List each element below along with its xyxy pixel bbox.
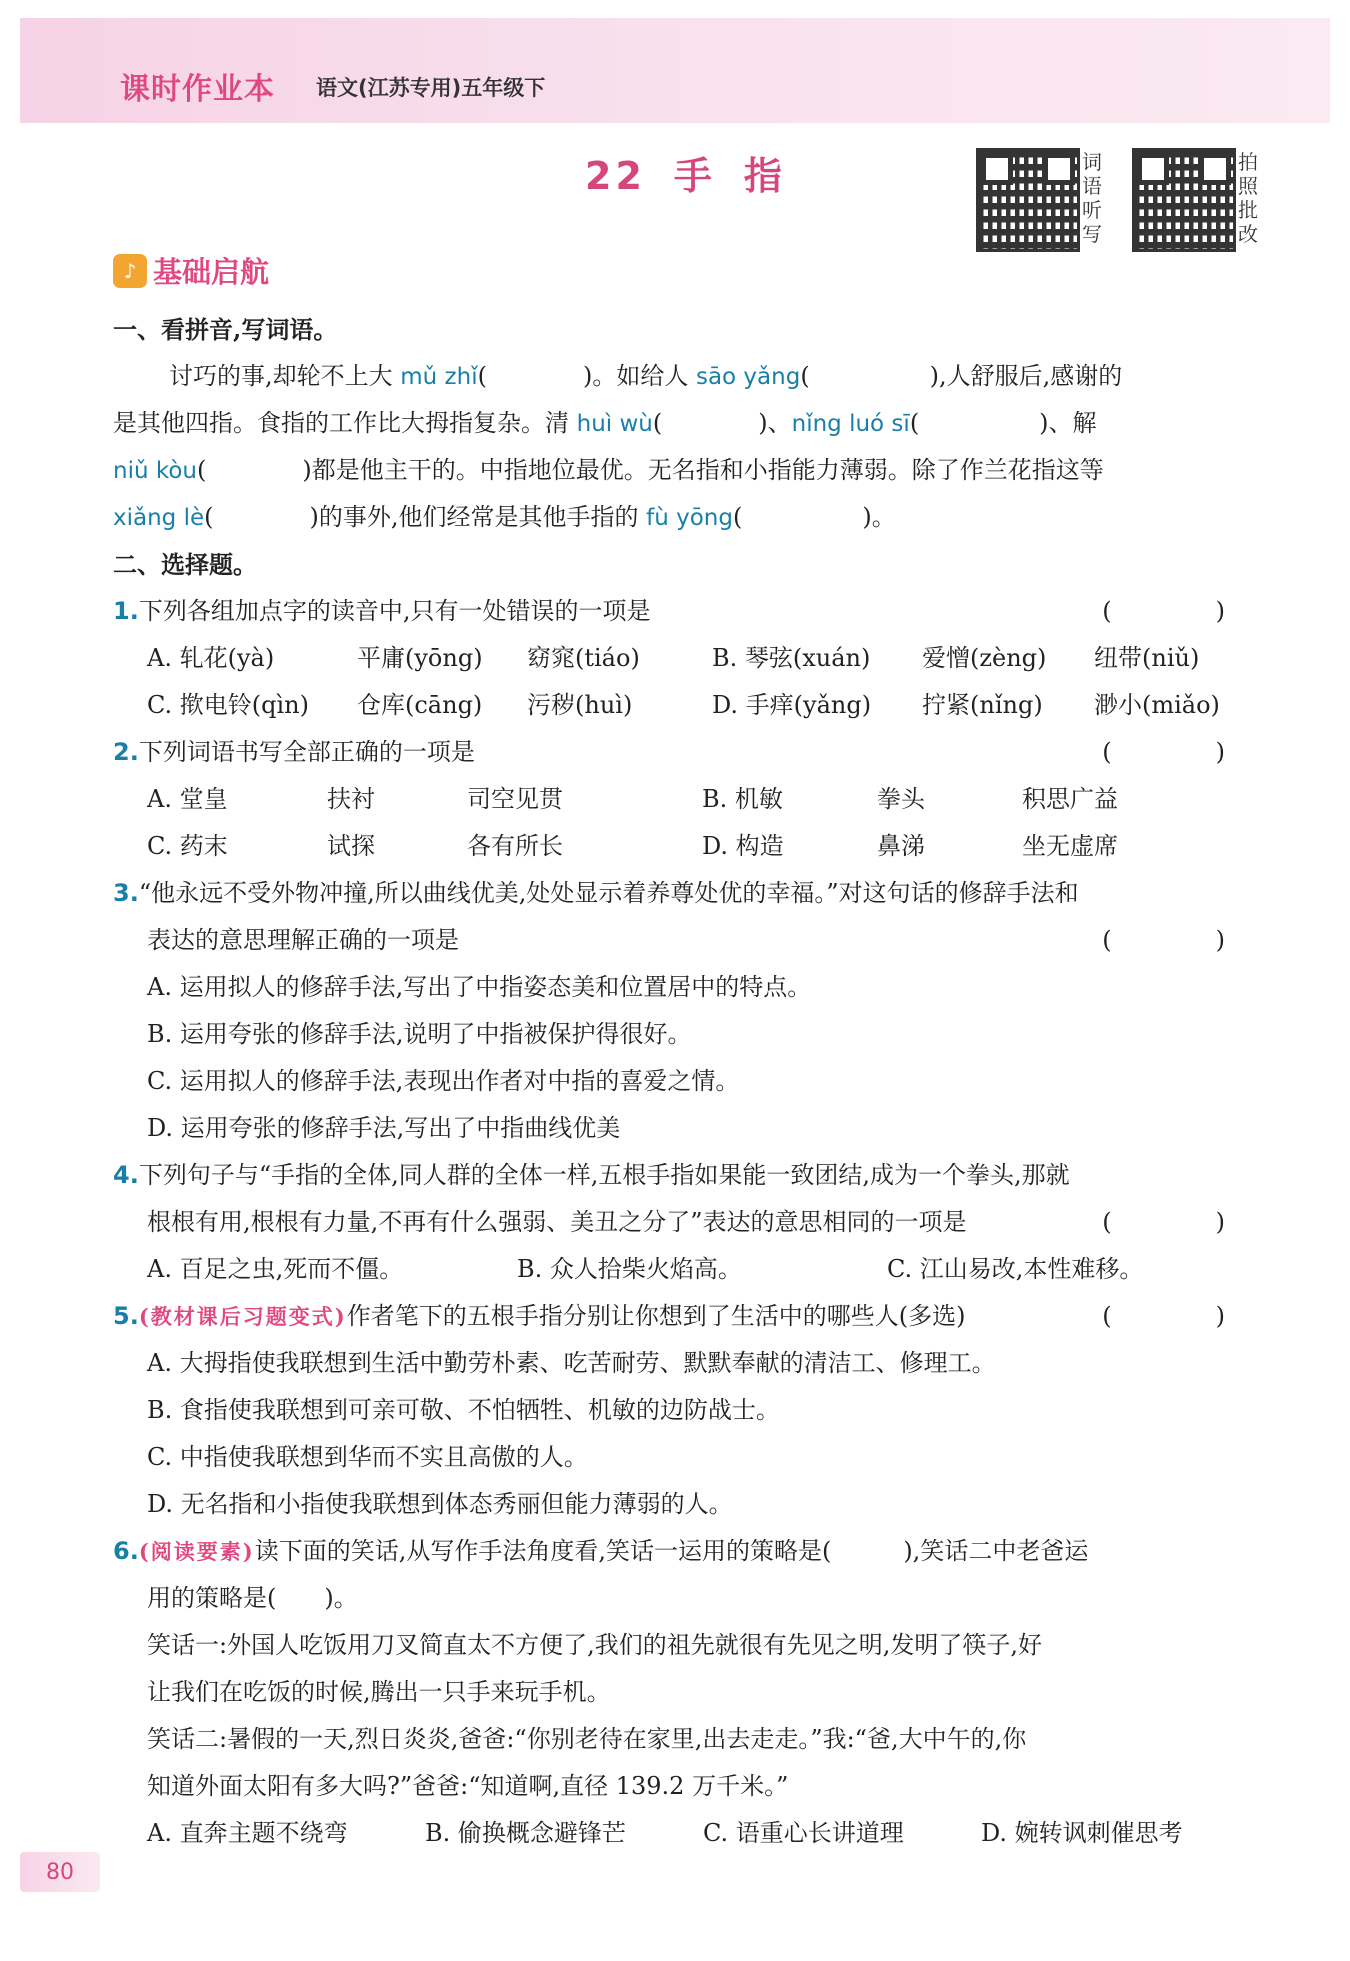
exercise-content bbox=[113, 306, 1265, 1857]
answer-blank[interactable]: ( )的事外,他们经常是其他手指的 bbox=[204, 503, 647, 531]
q5-option-d: D. 无名指和小指使我联想到体态秀丽但能力薄弱的人。 bbox=[147, 1490, 733, 1518]
question-4-cont: 根根有用,根根有力量,不再有什么强弱、美丑之分了”表达的意思相同的一项是 ( ) bbox=[113, 1199, 1265, 1246]
q1-options-row-2: C. 揿电铃(qìn) 仓库(cāng) 污秽(huì) D. 手痒(yǎng) 拧紧(nǐng) 渺小(miǎo) bbox=[147, 691, 1220, 719]
answer-paren[interactable]: ( ) bbox=[1102, 1302, 1265, 1330]
pinyin-line-1: 讨巧的事,却轮不上大 mǔ zhǐ( )。如给人 sāo yǎng( ),人舒服后,感谢的 bbox=[169, 362, 1123, 390]
section-title: 基础启航 bbox=[153, 255, 270, 289]
pinyin-niukou: niǔ kòu bbox=[113, 458, 198, 484]
section-heading bbox=[113, 250, 269, 291]
lesson-title-char-2: 指 bbox=[743, 154, 786, 198]
pinyin-line-2: 是其他四指。食指的工作比大拇指复杂。清 huì wù( )、nǐng luó sī( )、解 bbox=[113, 409, 1097, 437]
pinyin-muzhi: mǔ zhǐ bbox=[400, 364, 478, 390]
qr-label-dictation: 词 语 听 写 bbox=[1082, 150, 1102, 246]
q3-option-a: A. 运用拟人的修辞手法,写出了中指姿态美和位置居中的特点。 bbox=[147, 973, 812, 1001]
music-note-icon: ♪ bbox=[113, 254, 147, 288]
answer-paren[interactable]: ( ) bbox=[1102, 1208, 1265, 1236]
answer-blank[interactable]: ( )。 bbox=[732, 503, 896, 531]
qr-label-photo-grading: 拍 照 批 改 bbox=[1238, 150, 1258, 246]
question-tag: (阅读要素) bbox=[138, 1539, 255, 1564]
q2-options-row-2: C. 药末 试探 各有所长 D. 构造 鼻涕 坐无虚席 bbox=[147, 832, 1118, 860]
pinyin-saoyang: sāo yǎng bbox=[695, 364, 801, 390]
answer-paren[interactable]: ( ) bbox=[1102, 926, 1265, 954]
q3-option-d: D. 运用夸张的修辞手法,写出了中指曲线优美 bbox=[147, 1114, 621, 1142]
question-tag: (教材课后习题变式) bbox=[138, 1304, 347, 1329]
joke-2-line-2: 知道外面太阳有多大吗?”爸爸:“知道啊,直径 139.2 万千米。” bbox=[147, 1772, 789, 1800]
question-2: 2.下列词语书写全部正确的一项是 ( ) bbox=[113, 729, 1265, 776]
question-5: 5.(教材课后习题变式)作者笔下的五根手指分别让你想到了生活中的哪些人(多选) ( ) bbox=[113, 1293, 1265, 1340]
pinyin-line-4 bbox=[113, 494, 1265, 541]
part2-heading: 二、选择题。 bbox=[113, 550, 257, 579]
q5-option-c: C. 中指使我联想到华而不实且高傲的人。 bbox=[147, 1443, 588, 1471]
question-1: 1.下列各组加点字的读音中,只有一处错误的一项是 ( ) bbox=[113, 588, 1265, 635]
qr-code-photo-grading[interactable] bbox=[1132, 148, 1236, 252]
pinyin-ningluosi: nǐng luó sī bbox=[791, 411, 910, 437]
answer-blank[interactable]: ( )都是他主干的。中指地位最优。无名指和小指能力薄弱。除了作兰花指这等 bbox=[197, 456, 1104, 484]
answer-paren[interactable]: ( ) bbox=[1102, 738, 1265, 766]
q5-option-b: B. 食指使我联想到可亲可敬、不怕牺牲、机敏的边防战士。 bbox=[147, 1396, 780, 1424]
answer-blank[interactable]: ( ),人舒服后,感谢的 bbox=[800, 362, 1123, 390]
pinyin-xiangle: xiǎng lè bbox=[113, 505, 205, 531]
part1-heading: 一、看拼音,写词语。 bbox=[113, 315, 338, 344]
question-3: 3.“他永远不受外物冲撞,所以曲线优美,处处显示着养尊处优的幸福。”对这句话的修辞手法和 bbox=[113, 879, 1079, 907]
answer-blank[interactable]: ( )、解 bbox=[909, 409, 1097, 437]
joke-1-line-2: 让我们在吃饭的时候,腾出一只手来玩手机。 bbox=[147, 1678, 611, 1706]
question-6: 6.(阅读要素)读下面的笑话,从写作手法角度看,笑话一运用的策略是( ),笑话二中老爸运 bbox=[113, 1537, 1089, 1565]
q3-option-b: B. 运用夸张的修辞手法,说明了中指被保护得很好。 bbox=[147, 1020, 692, 1048]
lesson-title-char-1: 手 bbox=[673, 154, 716, 198]
answer-blank[interactable]: ( )、 bbox=[652, 409, 792, 437]
lesson-title bbox=[585, 145, 814, 200]
answer-blank[interactable]: ( )。如给人 bbox=[477, 362, 696, 390]
question-4: 4.下列句子与“手指的全体,同人群的全体一样,五根手指如果能一致团结,成为一个拳头,那就 bbox=[113, 1161, 1070, 1189]
answer-paren[interactable]: ( ) bbox=[1102, 597, 1265, 625]
q1-options-row-1: A. 轧花(yà) 平庸(yōng) 窈窕(tiáo) B. 琴弦(xuán) 爱憎(zèng) 纽带(niǔ) bbox=[147, 644, 1200, 672]
pinyin-huiwu: huì wù bbox=[576, 411, 653, 437]
q6-options: A. 直奔主题不绕弯 B. 偷换概念避锋芒 C. 语重心长讲道理 D. 婉转讽刺催思考 bbox=[147, 1819, 1183, 1847]
joke-2-line-1: 笑话二:暑假的一天,烈日炎炎,爸爸:“你别老待在家里,出去走走。”我:“爸,大中午的,你 bbox=[147, 1725, 1027, 1753]
q3-option-c: C. 运用拟人的修辞手法,表现出作者对中指的喜爱之情。 bbox=[147, 1067, 740, 1095]
page-number: 80 bbox=[20, 1852, 100, 1892]
q5-option-a: A. 大拇指使我联想到生活中勤劳朴素、吃苦耐劳、默默奉献的清洁工、修理工。 bbox=[147, 1349, 996, 1377]
pinyin-fuyong: fù yōng bbox=[646, 505, 733, 531]
question-6-cont: 用的策略是( )。 bbox=[147, 1584, 358, 1612]
question-3-cont: 表达的意思理解正确的一项是 ( ) bbox=[113, 917, 1265, 964]
pinyin-line-3 bbox=[113, 447, 1265, 494]
book-subtitle: 语文(江苏专用)五年级下 bbox=[316, 76, 546, 100]
q2-options-row-1: A. 堂皇 扶衬 司空见贯 B. 机敏 拳头 积思广益 bbox=[147, 785, 1118, 813]
q4-options: A. 百足之虫,死而不僵。 B. 众人拾柴火焰高。 C. 江山易改,本性难移。 bbox=[147, 1255, 1144, 1283]
lesson-number: 22 bbox=[585, 154, 646, 198]
joke-1-line-1: 笑话一:外国人吃饭用刀叉简直太不方便了,我们的祖先就很有先见之明,发明了筷子,好 bbox=[147, 1631, 1042, 1659]
qr-code-dictation[interactable] bbox=[976, 148, 1080, 252]
series-title: 课时作业本 bbox=[120, 72, 275, 107]
